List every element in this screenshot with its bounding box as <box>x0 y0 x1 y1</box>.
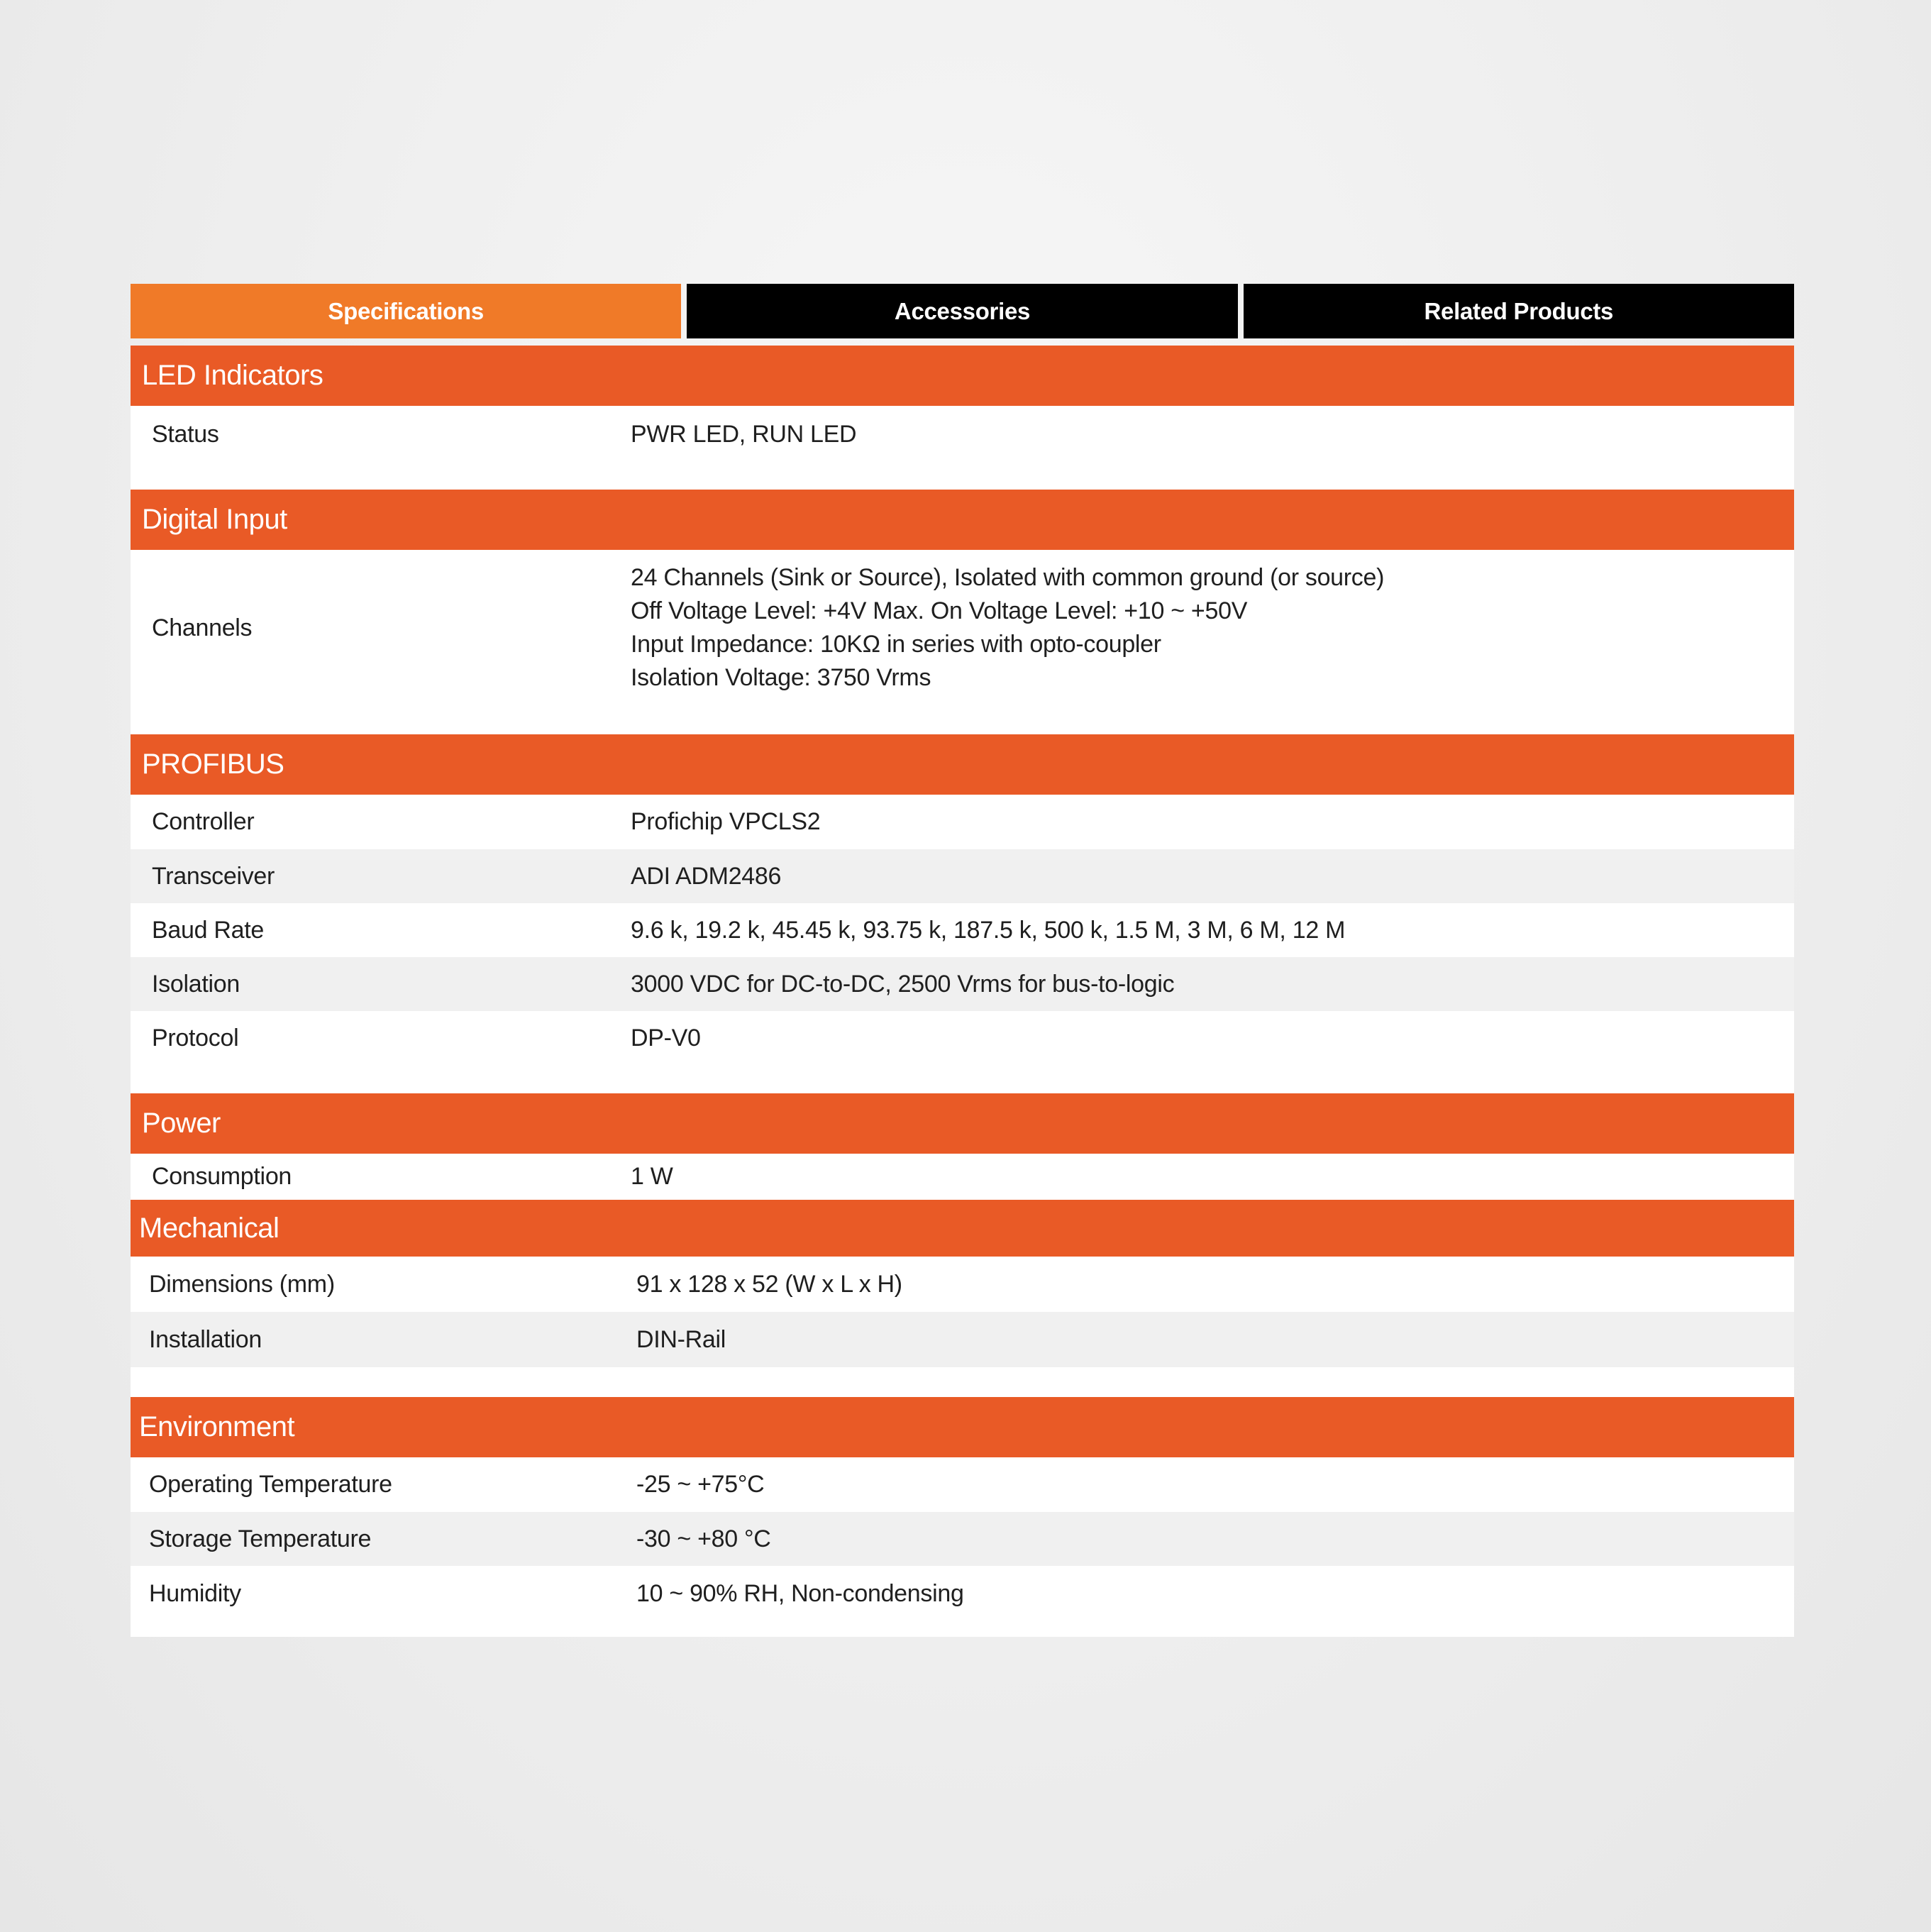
section-title: LED Indicators <box>131 346 1794 406</box>
section-title: Digital Input <box>131 490 1794 550</box>
spec-rows <box>131 1154 1794 1200</box>
section-title: Mechanical <box>131 1200 1794 1257</box>
spec-label: Operating Temperature <box>149 1471 392 1498</box>
tab-bar <box>131 284 1794 338</box>
spec-value-line: 24 Channels (Sink or Source), Isolated with common ground (or source) <box>631 564 1385 591</box>
spec-value: 9.6 k, 19.2 k, 45.45 k, 93.75 k, 187.5 k, 500 k, 1.5 M, 3 M, 6 M, 12 M <box>631 916 1346 944</box>
row-spacer <box>131 1621 1794 1637</box>
table-row <box>131 550 1794 706</box>
table-row <box>131 1257 1794 1312</box>
spec-label: Consumption <box>152 1163 292 1190</box>
section-digital-input <box>131 490 1794 734</box>
table-row <box>131 849 1794 903</box>
spec-label: Dimensions (mm) <box>149 1270 335 1298</box>
spec-label: Transceiver <box>152 862 275 890</box>
tab-related-products[interactable]: Related Products <box>1244 284 1794 338</box>
row-spacer <box>131 1065 1794 1093</box>
table-row <box>131 957 1794 1011</box>
spec-label: Storage Temperature <box>149 1525 372 1552</box>
spec-value: 3000 VDC for DC-to-DC, 2500 Vrms for bus-to-logic <box>631 970 1175 998</box>
spec-value: Profichip VPCLS2 <box>631 808 821 835</box>
spec-label: Humidity <box>149 1579 241 1607</box>
spec-value: 91 x 128 x 52 (W x L x H) <box>636 1270 902 1298</box>
spec-label: Status <box>152 420 219 448</box>
table-row <box>131 903 1794 957</box>
section-title: PROFIBUS <box>131 734 1794 795</box>
row-spacer <box>131 463 1794 490</box>
spec-label: Channels <box>152 614 253 641</box>
spec-rows <box>131 406 1794 490</box>
spec-value <box>631 561 1794 695</box>
spec-value: 10 ~ 90% RH, Non-condensing <box>636 1579 964 1607</box>
section-environment <box>131 1397 1794 1637</box>
table-row <box>131 1154 1794 1200</box>
spec-rows <box>131 795 1794 1093</box>
table-row <box>131 1566 1794 1621</box>
table-row <box>131 406 1794 463</box>
spec-value: -25 ~ +75°C <box>636 1471 765 1498</box>
spec-value-line: Input Impedance: 10KΩ in series with opto-coupler <box>631 631 1161 658</box>
tab-specifications[interactable]: Specifications <box>131 284 681 338</box>
section-led-indicators <box>131 346 1794 490</box>
spec-panel <box>131 284 1794 1637</box>
spec-value-line: Isolation Voltage: 3750 Vrms <box>631 664 931 691</box>
spec-value-line: Off Voltage Level: +4V Max. On Voltage Level: +10 ~ +50V <box>631 597 1248 624</box>
tab-accessories[interactable]: Accessories <box>687 284 1237 338</box>
spec-label: Isolation <box>152 970 240 998</box>
spec-value: -30 ~ +80 °C <box>636 1525 771 1552</box>
table-row <box>131 1011 1794 1065</box>
row-spacer <box>131 706 1794 734</box>
section-power <box>131 1093 1794 1200</box>
spec-label: Controller <box>152 808 255 835</box>
spec-value: DP-V0 <box>631 1024 701 1051</box>
spec-label: Baud Rate <box>152 916 264 944</box>
spec-rows <box>131 1457 1794 1637</box>
section-title: Environment <box>131 1397 1794 1457</box>
spec-label: Installation <box>149 1325 262 1353</box>
section-profibus <box>131 734 1794 1093</box>
spec-value: PWR LED, RUN LED <box>631 420 857 448</box>
table-row <box>131 795 1794 849</box>
spec-rows <box>131 1257 1794 1397</box>
row-spacer <box>131 1367 1794 1397</box>
section-title: Power <box>131 1093 1794 1154</box>
spec-value: DIN-Rail <box>636 1325 726 1353</box>
spec-value: 1 W <box>631 1163 673 1190</box>
table-row <box>131 1457 1794 1512</box>
spec-rows <box>131 550 1794 734</box>
spec-value: ADI ADM2486 <box>631 862 782 890</box>
table-row <box>131 1312 1794 1367</box>
section-mechanical <box>131 1200 1794 1397</box>
spec-label: Protocol <box>152 1024 239 1051</box>
table-row <box>131 1512 1794 1566</box>
